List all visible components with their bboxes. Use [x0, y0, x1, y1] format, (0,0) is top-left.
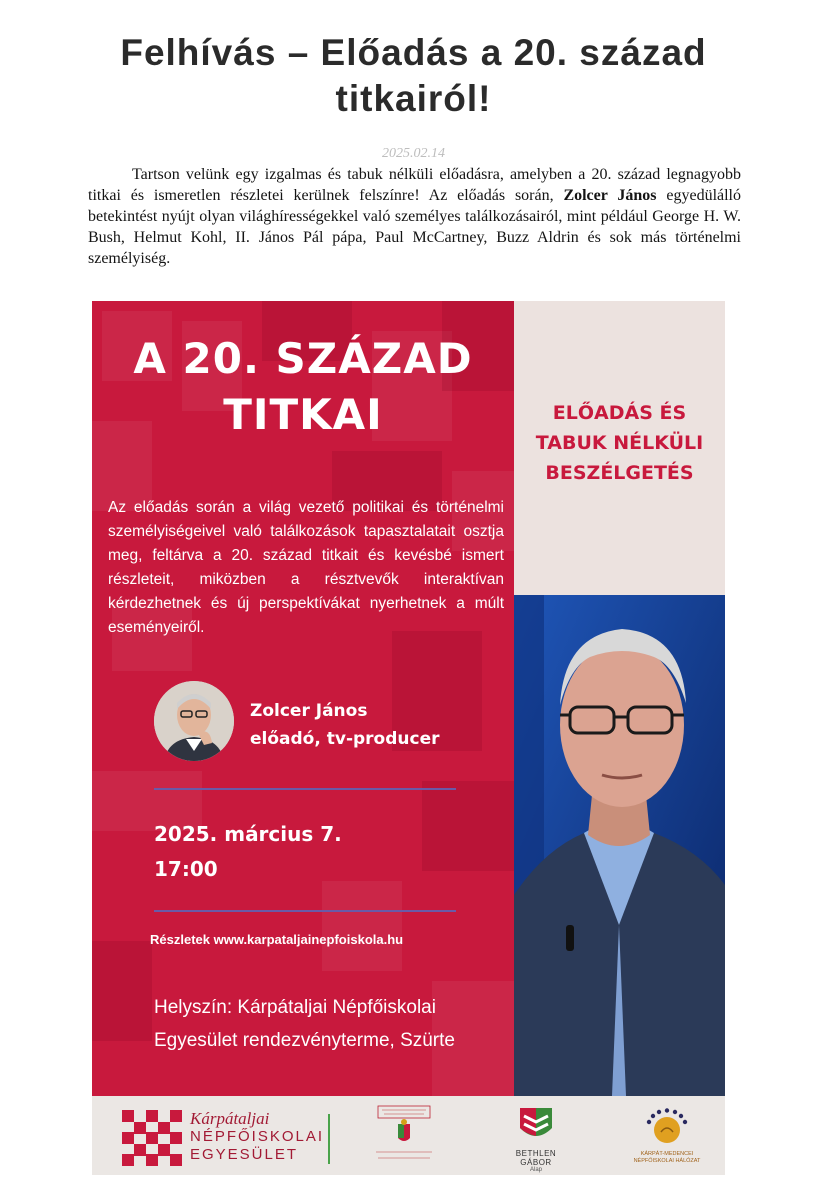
poster-divider-bottom: [154, 910, 456, 912]
intro-paragraph: [88, 164, 741, 269]
page-title-line-2: titkairól!: [335, 78, 492, 119]
speaker-role: előadó, tv-producer: [250, 729, 440, 749]
poster-footer-logos: [92, 1096, 725, 1175]
poster-subhead-line-2: TABUK NÉLKÜLI: [535, 432, 704, 454]
page-title: [60, 30, 767, 122]
page-title-line-1: Felhívás – Előadás a 20. század: [120, 32, 707, 73]
details-link[interactable]: Részletek www.karpataljainepfoiskola.hu: [150, 932, 404, 947]
event-date: 2025. március 7.: [154, 822, 342, 846]
venue-line-1: Helyszín: Kárpátaljai Népfőiskolai: [154, 997, 436, 1018]
poster-description: Az előadás során a világ vezető politikai és történelmi személyiségeivel való találkozások tapasztalatait osztja meg, feltárva a 20. század titkait és kevésbé ismert részleteit, miközben a résztvevők interaktívan kérdezhetnek és új perspektívákat nyerhetnek a múlt eseményeiről.: [108, 499, 504, 636]
intro-text-2: egyedülálló betekintést nyújt olyan világhírességekkel való személyes találkozásairól, mint például George H. W. Bush, Helmut Kohl, II. János Pál pápa, Paul McCartney, Buzz Aldrin és sok más történelmi személyiség.: [88, 187, 742, 267]
event-time: 17:00: [154, 857, 218, 881]
event-datetime: [154, 817, 342, 887]
bethlen-shield-icon: [516, 1106, 556, 1144]
kp-logo-line-2: NÉPFŐISKOLAI: [190, 1128, 325, 1145]
bethlen-sub: Alap: [529, 1167, 542, 1173]
venue-line-2: Egyesület rendezvényterme, Szürte: [154, 1030, 455, 1051]
event-poster: [92, 301, 725, 1175]
network-line-2: NÉPFŐISKOLAI HÁLÓZAT: [633, 1158, 701, 1164]
karpataljai-nepfoiskolai-logo: [122, 1109, 325, 1166]
network-line-1: KÁRPÁT-MEDENCEI: [640, 1151, 694, 1157]
nepfoiskolai-halozat-logo: [632, 1108, 702, 1170]
folk-pattern-icon: [122, 1110, 182, 1166]
poster-divider-top: [154, 788, 456, 790]
poster-subhead-line-3: BESZÉLGETÉS: [545, 462, 694, 484]
bethlen-name: BETHLEN GÁBOR: [515, 1149, 557, 1167]
poster-headline-line-1: A 20. SZÁZAD: [133, 334, 473, 383]
speaker-portrait: [514, 595, 725, 1096]
intro-text-1: Tartson velünk egy izgalmas és tabuk nélküli előadásra, amelyben a 20. század legnagyobb titkai és ismeretlen részletei kerülnek felszínre! Az előadás során,: [88, 166, 741, 204]
speaker-avatar: [154, 681, 234, 761]
speaker-name: Zolcer János: [250, 701, 368, 721]
poster-subhead-line-1: ELŐADÁS ÉS: [552, 402, 687, 424]
government-support-logo: [372, 1104, 436, 1166]
intro-speaker-name: Zolcer János: [563, 187, 657, 204]
bethlen-gabor-alap-logo: [502, 1106, 570, 1173]
poster-subhead: [514, 398, 725, 488]
poster-headline-line-2: TITKAI: [223, 390, 383, 439]
post-date: 2025.02.14: [382, 146, 445, 161]
kp-logo-line-1: Kárpátaljai: [190, 1109, 270, 1128]
poster-headline: [92, 331, 514, 443]
network-circle-icon: [645, 1108, 689, 1146]
kp-logo-line-3: EGYESÜLET: [190, 1146, 299, 1163]
poster-red-panel: [92, 301, 514, 1096]
speaker-info: [250, 697, 440, 753]
event-venue: [154, 991, 504, 1057]
